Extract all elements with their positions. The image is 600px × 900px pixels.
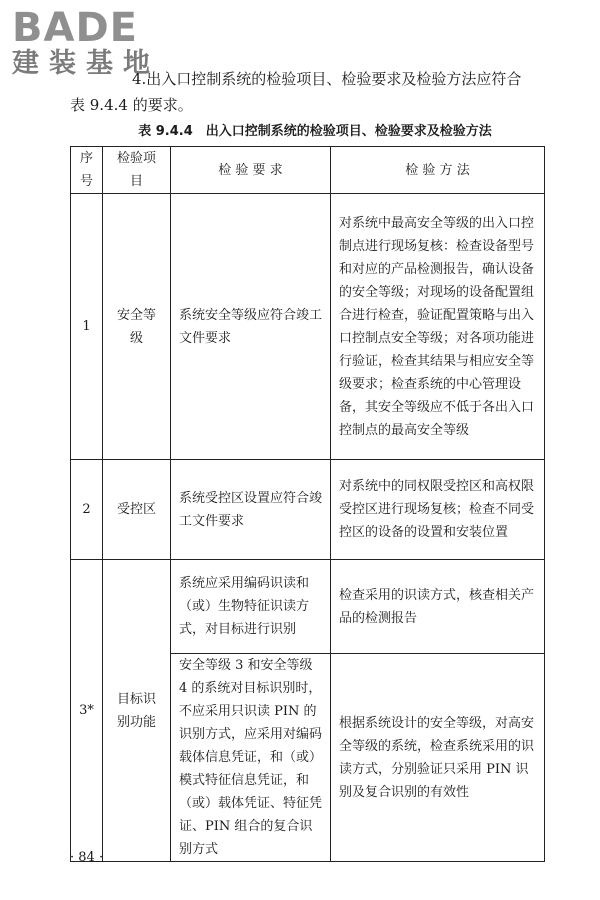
intro-paragraph <box>70 66 560 118</box>
row-method: 对系统中最高安全等级的出入口控制点进行现场复核：检查设备型号和对应的产品检测报告，确认设备的安全等级；对现场的设备配置组合进行检查，验证配置策略与出入口控制点安全等级；对各项功能进行验证，检查其结果与相应安全等级要求；检查系统的中心管理设备，其安全等级应不低于各出入口控制点的最高安全等级 <box>331 194 545 460</box>
row-item: 目标识别功能 <box>103 560 171 862</box>
row-requirement: 安全等级 3 和安全等级 4 的系统对目标识别时，不应采用只识读 PIN 的识别方式，应采用对编码载体信息凭证，和（或）模式特征信息凭证，和（或）载体凭证、特征凭证、PIN 组合的复合识别方式 <box>171 654 331 862</box>
row-requirement: 系统受控区设置应符合竣工文件要求 <box>171 460 331 560</box>
intro-line-1: 4.出入口控制系统的检验项目、检验要求及检验方法应符合 <box>132 70 522 88</box>
intro-line-2: 表 9.4.4 的要求。 <box>70 96 193 114</box>
logo-brand: BADE <box>12 5 138 51</box>
table-row <box>71 460 545 560</box>
header-no: 序号 <box>71 147 103 194</box>
row-no: 2 <box>71 460 103 560</box>
header-method: 检 验 方 法 <box>331 147 545 194</box>
row-method: 根据系统设计的安全等级，对高安全等级的系统，检查系统采用的识读方式，分别验证只采用 PIN 识别及复合识别的有效性 <box>331 654 545 862</box>
header-item: 检验项目 <box>103 147 171 194</box>
row-method: 对系统中的同权限受控区和高权限受控区进行现场复核；检查不同受控区的设备的设置和安装位置 <box>331 460 545 560</box>
inspection-table <box>70 146 545 862</box>
table-row <box>71 194 545 460</box>
row-requirement: 系统安全等级应符合竣工文件要求 <box>171 194 331 460</box>
table-row <box>71 560 545 654</box>
logo-subtitle: 建装基地 <box>12 48 160 79</box>
row-item: 受控区 <box>103 460 171 560</box>
table-caption: 表 9.4.4 出入口控制系统的检验项目、检验要求及检验方法 <box>138 124 492 139</box>
row-method: 检查采用的识读方式，核查相关产品的检测报告 <box>331 560 545 654</box>
row-requirement: 系统应采用编码识读和（或）生物特征识读方式，对目标进行识别 <box>171 560 331 654</box>
page-number: · 84 · <box>70 850 104 865</box>
row-item: 安全等级 <box>103 194 171 460</box>
row-no: 3* <box>71 560 103 862</box>
header-requirement: 检 验 要 求 <box>171 147 331 194</box>
table-header-row <box>71 147 545 194</box>
row-no: 1 <box>71 194 103 460</box>
